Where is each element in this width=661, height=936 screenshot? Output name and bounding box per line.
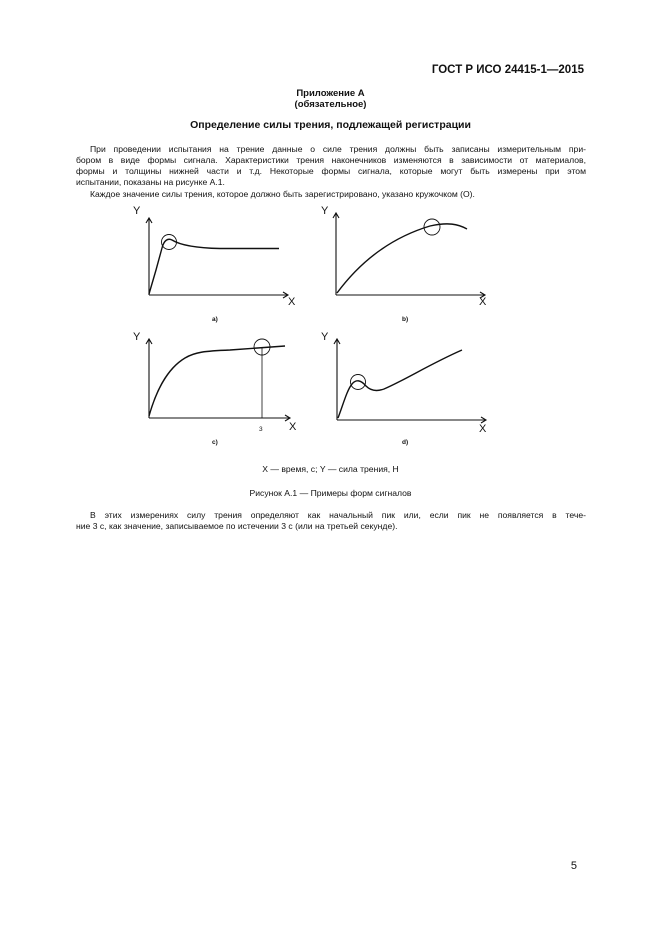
panel-label: c): [212, 439, 218, 446]
y-axis-label: Y: [133, 205, 141, 217]
paragraph-line: бором в виде формы сигнала. Характеристики трения наконечников изменяются в зависимости от материалов,: [76, 155, 586, 165]
tick-label-3: 3: [259, 426, 263, 433]
signal-curve: [337, 224, 467, 293]
paragraph-line: Каждое значение силы трения, которое должно быть зарегистрировано, указано кружочком (О).: [90, 189, 475, 199]
x-axis-label: X: [289, 421, 297, 433]
paragraph-line: В этих измерениях силу трения определяют как начальный пик или, если пик не появляется в тече-: [90, 510, 586, 520]
paragraph-line: ние 3 с, как значение, записываемое по истечении 3 с (или на третьей секунде).: [76, 521, 398, 531]
panel-a: [133, 205, 296, 323]
section-heading: Определение силы трения, подлежащей регистрации: [190, 119, 471, 131]
panel-label: a): [212, 316, 218, 323]
signal-curve: [149, 239, 279, 294]
panel-c: [133, 331, 297, 446]
x-axis-label: X: [479, 296, 487, 308]
annex-title: Приложение А: [296, 88, 365, 99]
panel-label: b): [402, 316, 409, 323]
peak-marker-circle: [351, 375, 366, 390]
y-axis-label: Y: [321, 331, 329, 343]
x-axis-label: X: [288, 296, 296, 308]
paragraph-line: формы и толщины нижней части и т.д. Некоторые формы сигнала, которые могут быть измерены при этом: [76, 166, 586, 176]
paragraph-conclusion: [76, 510, 586, 532]
panel-b: [321, 205, 487, 323]
signal-curve: [149, 346, 285, 416]
y-axis-label: Y: [321, 205, 329, 217]
signal-curve: [338, 350, 462, 418]
panel-label: d): [402, 439, 409, 446]
page-number: 5: [570, 860, 577, 872]
paragraph-line: При проведении испытания на трение данные о силе трения должны быть записаны измерительным при-: [90, 144, 586, 154]
figure-caption: Рисунок А.1 — Примеры форм сигналов: [249, 488, 412, 498]
paragraph-line: испытании, показаны на рисунке А.1.: [76, 177, 225, 187]
annex-status: (обязательное): [294, 99, 367, 110]
x-axis-label: X: [479, 423, 487, 435]
panel-d: [321, 331, 487, 446]
y-axis-label: Y: [133, 331, 141, 343]
figure-legend: X — время, с; Y — сила трения, Н: [262, 464, 399, 474]
standard-header: ГОСТ Р ИСО 24415-1—2015: [431, 64, 584, 76]
